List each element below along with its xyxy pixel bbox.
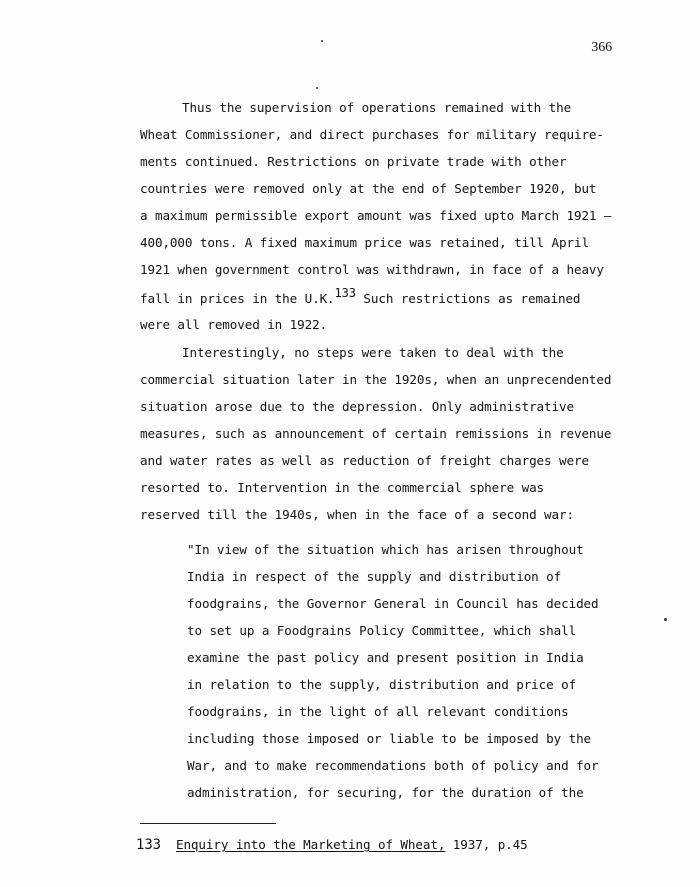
paragraph-1-line-9: were all removed in 1922.: [140, 317, 328, 332]
paragraph-2-line-1: Interestingly, no steps were taken to deal with the: [182, 345, 564, 360]
paragraph-1-line-1: Thus the supervision of operations remained with the: [182, 100, 572, 115]
paragraph-2-line-2: commercial situation later in the 1920s, when an unprecendented: [140, 372, 612, 387]
paragraph-1-line-8: [140, 286, 581, 307]
quotation-line-2: India in respect of the supply and distribution of: [187, 569, 562, 584]
paragraph-2-line-5: and water rates as well as reduction of freight charges were: [140, 453, 589, 468]
paragraph-2-line-7: reserved till the 1940s, when in the face of a second war:: [140, 507, 574, 522]
scan-speck: [316, 87, 318, 89]
paragraph-1-line-7: 1921 when government control was withdrawn, in face of a heavy: [140, 262, 604, 277]
quotation-line-7: foodgrains, in the light of all relevant conditions: [187, 704, 569, 719]
paragraph-1-line-3: ments continued. Restrictions on private trade with other: [140, 154, 567, 169]
page-number: 366: [591, 40, 612, 55]
quotation-line-8: including those imposed or liable to be imposed by the: [187, 731, 592, 746]
quotation-line-4: to set up a Foodgrains Policy Committee, which shall: [187, 623, 577, 638]
paragraph-1-line-8-text: fall in prices in the U.K.: [140, 291, 335, 306]
quotation-line-5: examine the past policy and present position in India: [187, 650, 584, 665]
quotation-line-3: foodgrains, the Governor General in Council has decided: [187, 596, 599, 611]
footnote-divider: [140, 823, 276, 824]
scan-speck: [321, 40, 323, 42]
paragraph-1-line-6: 400,000 tons. A fixed maximum price was retained, till April: [140, 235, 589, 250]
quotation-line-1: "In view of the situation which has arisen throughout: [187, 542, 584, 557]
paragraph-1-line-8-rest: Such restrictions as remained: [355, 291, 581, 306]
scan-speck: [664, 618, 667, 621]
paragraph-2-line-4: measures, such as announcement of certain remissions in revenue: [140, 426, 612, 441]
paragraph-2-line-6: resorted to. Intervention in the commercial sphere was: [140, 480, 545, 495]
footnote-source-details: 1937, p.45: [445, 837, 528, 852]
quotation-line-9: War, and to make recommendations both of policy and for: [187, 758, 599, 773]
paragraph-2-line-3: situation arose due to the depression. Only administrative: [140, 399, 574, 414]
quotation-line-10: administration, for securing, for the duration of the: [187, 785, 584, 800]
quotation-line-6: in relation to the supply, distribution and price of: [187, 677, 577, 692]
footnote-number: 133: [136, 837, 161, 853]
paragraph-1-line-5: a maximum permissible export amount was fixed upto March 1921 —: [140, 208, 612, 223]
footnote-reference: 133: [334, 286, 356, 300]
footnote: [136, 836, 528, 854]
paragraph-1-line-4: countries were removed only at the end of September 1920, but: [140, 181, 597, 196]
footnote-source-title: Enquiry into the Marketing of Wheat,: [175, 837, 446, 852]
paragraph-1-line-2: Wheat Commissioner, and direct purchases for military require-: [140, 127, 604, 142]
